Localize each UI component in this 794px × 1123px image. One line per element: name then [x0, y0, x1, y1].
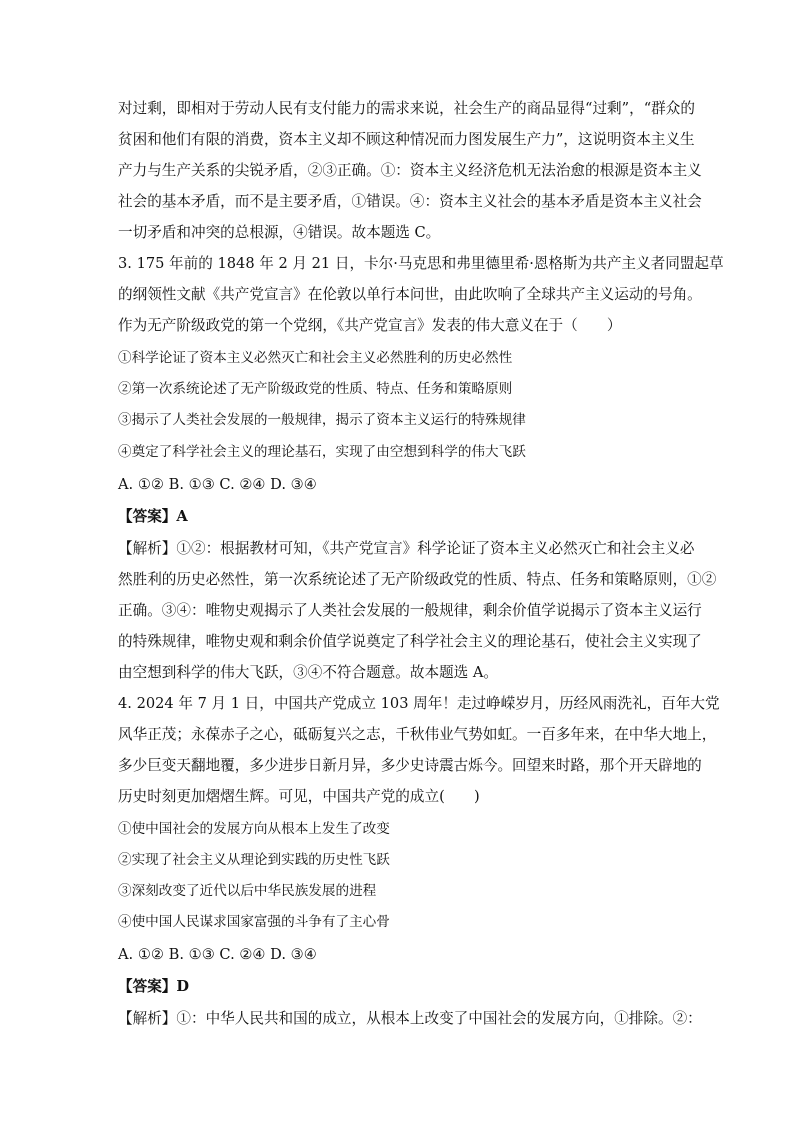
text-line: 贫困和他们有限的消费，资本主义却不顾这种情况而力图发展生产力”，这说明资本主义生: [118, 131, 695, 148]
question-4-analysis: 【解析】①：中华人民共和国的成立，从根本上改变了中国社会的发展方向，①排除。②：: [118, 1010, 702, 1027]
text-line: 对过剩，即相对于劳动人民有支付能力的需求来说，社会生产的商品显得“过剩”，“群众的: [118, 100, 695, 117]
question-3-analysis: 然胜利的历史必然性，第一次系统论述了无产阶级政党的性质、特点、任务和策略原则，①②: [118, 571, 717, 588]
question-3-choices: A. ①② B. ①③ C. ②④ D. ③④: [118, 476, 317, 493]
text-line: 社会的基本矛盾，而不是主要矛盾，①错误。④：资本主义社会的基本矛盾是资本主义社会: [118, 193, 702, 210]
question-3-analysis: 【解析】①②：根据教材可知，《共产党宣言》科学论证了资本主义必然灭亡和社会主义必: [118, 540, 695, 557]
question-3-analysis: 的特殊规律，唯物史观和剩余价值学说奠定了科学社会主义的理论基石，使社会主义实现了: [118, 633, 702, 650]
question-4-stem: 多少巨变天翻地覆，多少进步日新月异，多少史诗震古烁今。回望来时路，那个开天辟地的: [118, 757, 702, 774]
question-4-stem: 4. 2024 年 7 月 1 日，中国共产党成立 103 周年！走过峥嵘岁月，历经风雨洗礼，百年大党: [118, 695, 720, 712]
question-4-option: ②实现了社会主义从理论到实践的历史性飞跃: [118, 852, 390, 868]
question-4-stem: 风华正茂；永葆赤子之心，砥砺复兴之志，千秋伟业气势如虹。一百多年来，在中华大地上，: [118, 726, 717, 743]
question-4-answer: 【答案】D: [118, 978, 190, 995]
question-3-option: ③揭示了人类社会发展的一般规律，揭示了资本主义运行的特殊规律: [118, 412, 526, 428]
question-4-option: ④使中国人民谋求国家富强的斗争有了主心骨: [118, 914, 390, 930]
question-3-analysis: 正确。③④：唯物史观揭示了人类社会发展的一般规律，剩余价值学说揭示了资本主义运行: [118, 602, 702, 619]
question-4-option: ①使中国社会的发展方向从根本上发生了改变: [118, 821, 390, 837]
question-3-stem: 3. 175 年前的 1848 年 2 月 21 日，卡尔·马克思和弗里德里希·恩格斯为共产主义者同盟起草: [118, 255, 724, 272]
text-line: 一切矛盾和冲突的总根源，④错误。故本题选 C。: [118, 224, 441, 241]
question-3-option: ④奠定了科学社会主义的理论基石，实现了由空想到科学的伟大飞跃: [118, 444, 526, 460]
question-3-stem: 的纲领性文献《共产党宣言》在伦敦以单行本问世，由此吹响了全球共产主义运动的号角。: [118, 286, 702, 303]
question-4-option: ③深刻改变了近代以后中华民族发展的进程: [118, 883, 377, 899]
question-4-stem: 历史时刻更加熠熠生辉。可见，中国共产党的成立( ): [118, 788, 480, 805]
question-3-option: ①科学论证了资本主义必然灭亡和社会主义必然胜利的历史必然性: [118, 350, 513, 366]
question-3-option: ②第一次系统论述了无产阶级政党的性质、特点、任务和策略原则: [118, 381, 513, 397]
question-3-answer: 【答案】A: [118, 508, 188, 525]
question-3-analysis: 由空想到科学的伟大飞跃，③④不符合题意。故本题选 A。: [118, 664, 499, 681]
question-4-choices: A. ①② B. ①③ C. ②④ D. ③④: [118, 946, 317, 963]
text-line: 产力与生产关系的尖锐矛盾，②③正确。①：资本主义经济危机无法治愈的根源是资本主义: [118, 162, 702, 179]
question-3-stem: 作为无产阶级政党的第一个党纲，《共产党宣言》发表的伟大意义在于（ ）: [118, 317, 622, 334]
